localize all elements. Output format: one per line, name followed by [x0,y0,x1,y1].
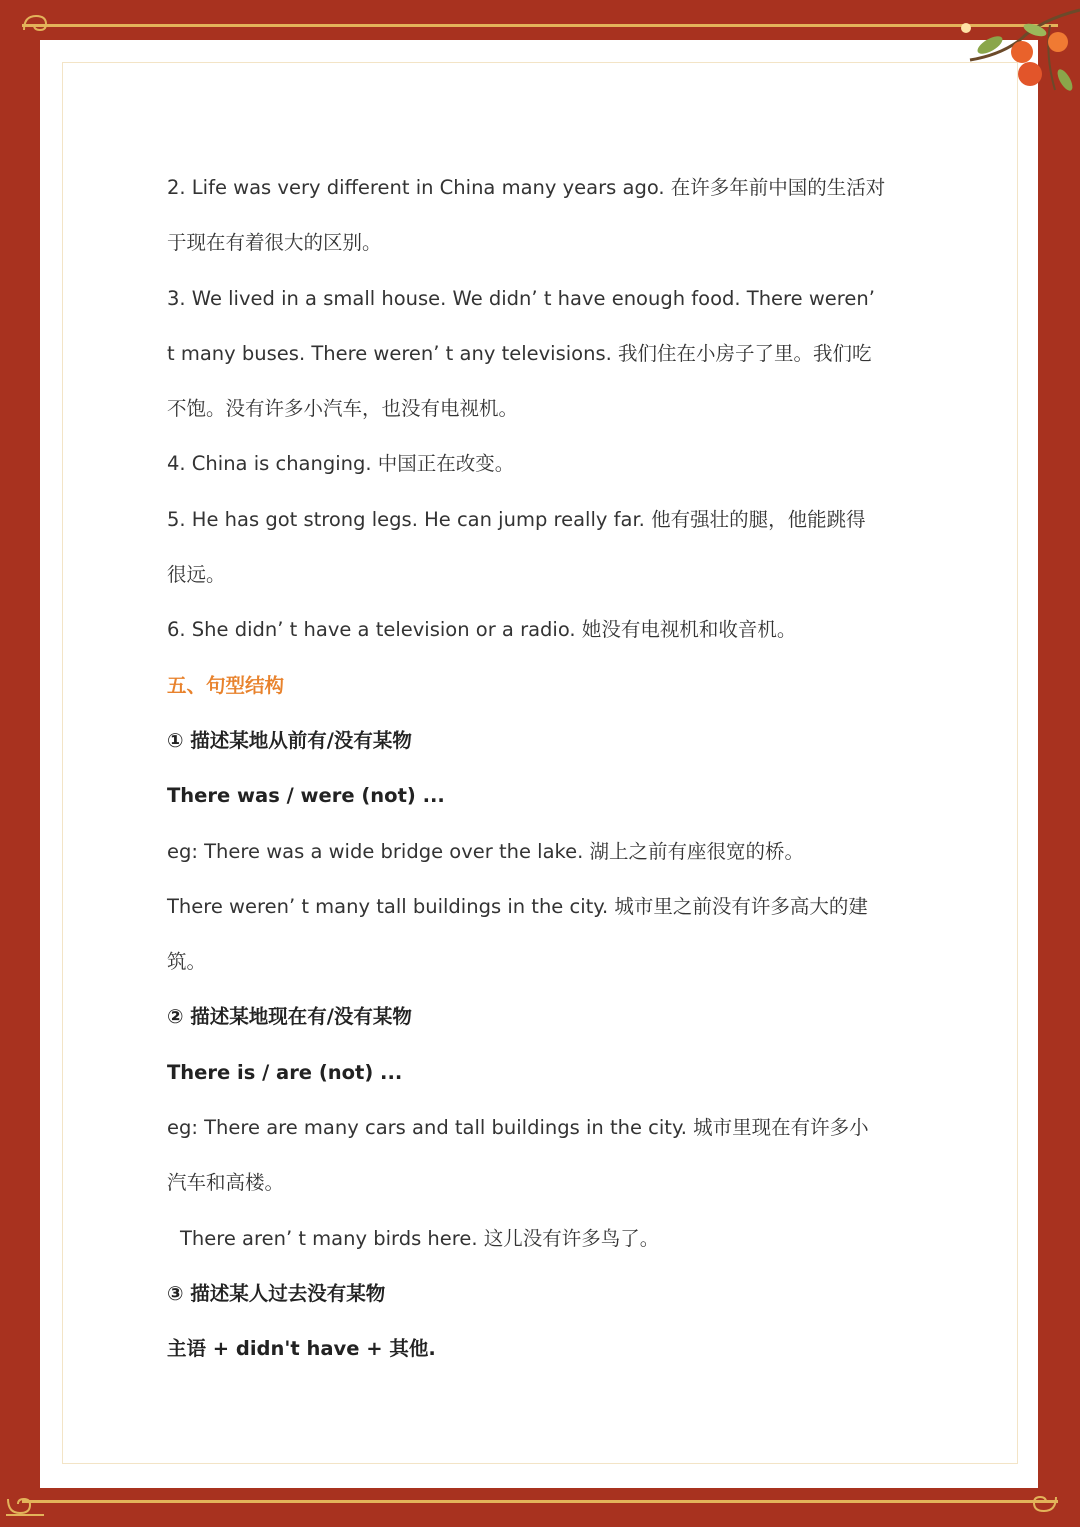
text-line: eg: There are many cars and tall buildings in the city. 城市里现在有许多小 [167,1116,869,1140]
text-line: 6. She didn’ t have a television or a radio. 她没有电视机和收音机。 [167,618,797,642]
text-line: ② 描述某地现在有/没有某物 [167,1005,412,1029]
text-line: 2. Life was very different in China many years ago. 在许多年前中国的生活对 [167,176,886,199]
text-line: There is / are (not) ... [167,1060,403,1084]
persimmon-branch-icon [930,0,1080,120]
text-line: 于现在有着很大的区别。 [167,231,382,255]
cloud-swirl-icon [20,10,64,34]
text-line: 5. He has got strong legs. He can jump really far. 他有强壮的腿，他能跳得 [167,507,866,531]
text-line: ③ 描述某人过去没有某物 [167,1281,386,1305]
document-body [167,160,907,1377]
cloud-swirl-icon [4,1495,48,1519]
cloud-swirl-icon [1016,1493,1060,1517]
text-line: t many buses. There weren’ t any televisions. 我们住在小房子了里。我们吃 [167,341,872,365]
section-heading: 五、句型结构 [167,673,285,697]
text-line: There was / were (not) ... [167,784,445,808]
text-line: 汽车和高楼。 [167,1171,285,1195]
text-line: 不饱。没有许多小汽车，也没有电视机。 [167,397,519,421]
top-gold-rule [22,24,1058,27]
text-line: 3. We lived in a small house. We didn’ t have enough food. There weren’ [167,286,875,310]
text-line: eg: There was a wide bridge over the lake. 湖上之前有座很宽的桥。 [167,839,805,863]
text-line: 4. China is changing. 中国正在改变。 [167,452,515,476]
bottom-gold-rule [22,1500,1058,1503]
text-line: There weren’ t many tall buildings in the city. 城市里之前没有许多高大的建 [167,894,868,918]
text-line: 筑。 [167,950,207,974]
text-line: There aren’ t many birds here. 这儿没有许多鸟了。 [180,1226,660,1250]
text-line: 主语 + didn't have + 其他. [167,1337,436,1361]
text-line: 很远。 [167,563,226,587]
text-line: ① 描述某地从前有/没有某物 [167,728,412,752]
